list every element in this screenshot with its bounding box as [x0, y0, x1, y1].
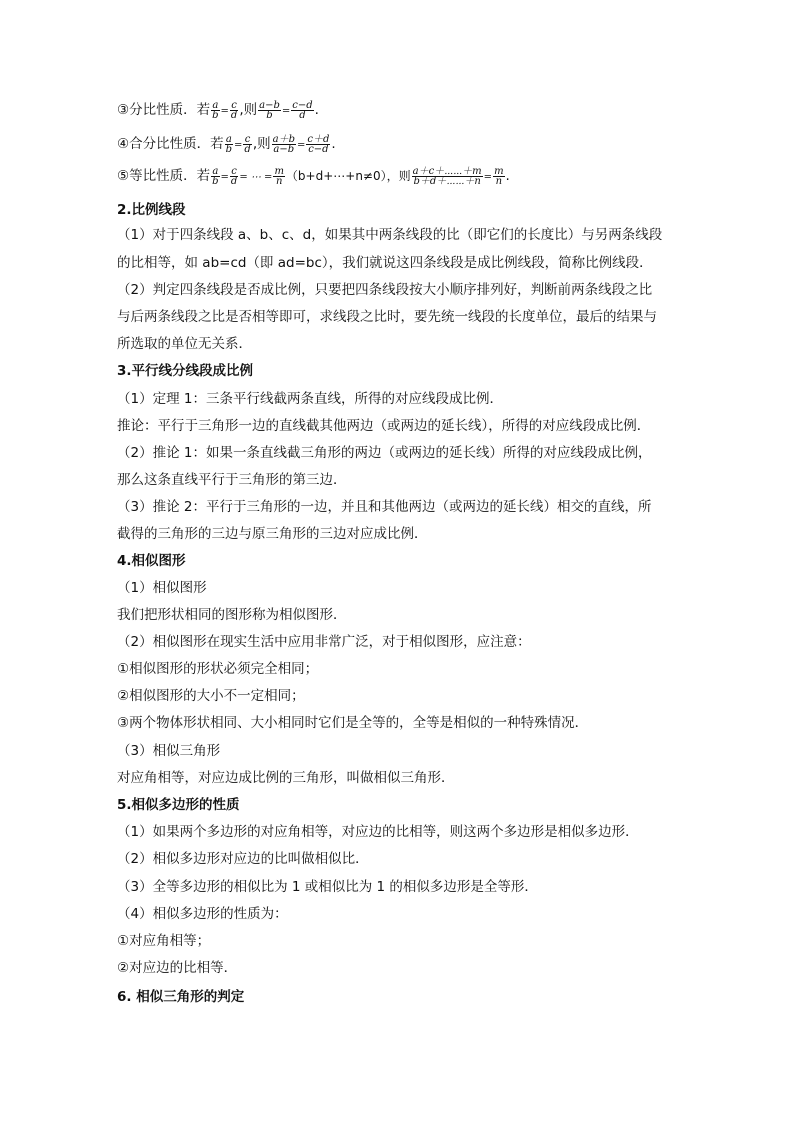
- paragraph-line: （1）对于四条线段 a、b、c、d，如果其中两条线段的比（即它们的长度比）与另两条线段: [117, 227, 663, 243]
- property-dengbi: ⑤等比性质．若 $\frac{a}{b}$ = $\frac{c}{d}$ = ⋯ = $\frac{m}{n}$ （b+d+⋯+n≠0），则 $\frac{a+c+\cdots\cdots+m}{b+d+\cdots\cdots+n}$ = $\frac{m}{n}$ .: [117, 165, 510, 187]
- section-heading: 6. 相似三角形的判定: [117, 989, 245, 1005]
- section-heading: 5.相似多边形的性质: [117, 797, 240, 813]
- fraction: $\frac{a+c+\cdots\cdots+m}{b+d+\cdots\cdots+n}$: [412, 165, 482, 187]
- paragraph-line: （2）相似图形在现实生活中应用非常广泛，对于相似图形，应注意：: [117, 634, 531, 650]
- paragraph-line: （3）全等多边形的相似比为 1 或相似比为 1 的相似多边形是全等形．: [117, 879, 538, 895]
- paragraph-line: ①对应角相等；: [117, 933, 211, 949]
- fraction: $\frac{a+b}{a-b}$: [272, 133, 295, 155]
- paragraph-line: 截得的三角形的三边与原三角形的三边对应成比例．: [117, 526, 428, 542]
- fraction: $\frac{a}{b}$: [212, 165, 219, 187]
- property-label: ④合分比性质．若: [117, 136, 224, 152]
- property-fenbi: ③分比性质．若 $\frac{a}{b}$ = $\frac{c}{d}$ ,则 $\frac{a-b}{b}$ = $\frac{c-d}{d}$ .: [117, 99, 319, 121]
- fraction: $\frac{c}{d}$: [244, 133, 251, 155]
- paragraph-line: 那么这条直线平行于三角形的第三边．: [117, 472, 347, 488]
- fraction: $\frac{c-d}{d}$: [292, 99, 313, 121]
- paragraph-line: ②相似图形的大小不一定相同；: [117, 688, 305, 704]
- paragraph-line: 推论：平行于三角形一边的直线截其他两边（或两边的延长线），所得的对应线段成比例．: [117, 418, 651, 434]
- paragraph-line: （1）如果两个多边形的对应角相等，对应边的比相等，则这两个多边形是相似多边形．: [117, 824, 639, 840]
- property-label: ⑤等比性质．若: [117, 168, 211, 184]
- paragraph-line: （2）相似多边形对应边的比叫做相似比．: [117, 851, 369, 867]
- section-heading: 3.平行线分线段成比例: [117, 363, 254, 379]
- paragraph-line: （3）推论 2：平行于三角形的一边，并且和其他两边（或两边的延长线）相交的直线，所: [117, 499, 652, 515]
- paragraph-line: ③两个物体形状相同、大小相同时它们是全等的，全等是相似的一种特殊情况．: [117, 715, 589, 731]
- paragraph-line: 的比相等，如 ab=cd（即 ad=bc），我们就说这四条线段是成比例线段，简称比例线段．: [117, 255, 653, 271]
- paragraph-line: （3）相似三角形: [117, 743, 221, 759]
- fraction: $\frac{m}{n}$: [274, 165, 284, 187]
- paragraph-line: 所选取的单位无关系．: [117, 336, 252, 352]
- paragraph-line: （2）推论 1：如果一条直线截三角形的两边（或两边的延长线）所得的对应线段成比例，: [117, 445, 652, 461]
- fraction: $\frac{c}{d}$: [230, 165, 238, 187]
- fraction: $\frac{m}{n}$: [494, 165, 504, 187]
- fraction: $\frac{a}{b}$: [212, 99, 219, 121]
- paragraph-line: （1）相似图形: [117, 580, 207, 596]
- paragraph-line: 与后两条线段之比是否相等即可，求线段之比时，要先统一线段的长度单位，最后的结果与: [117, 309, 657, 325]
- section-heading: 4.相似图形: [117, 553, 186, 569]
- fraction: $\frac{a}{b}$: [225, 133, 233, 155]
- paragraph-line: （2）判定四条线段是否成比例，只要把四条线段按大小顺序排列好，判断前两条线段之比: [117, 282, 653, 298]
- fraction: $\frac{c}{d}$: [230, 99, 238, 121]
- paragraph-line: （4）相似多边形的性质为：: [117, 906, 288, 922]
- paragraph-line: ②对应边的比相等．: [117, 960, 238, 976]
- paragraph-line: 我们把形状相同的图形称为相似图形．: [117, 607, 347, 623]
- property-hefenbi: ④合分比性质．若 $\frac{a}{b}$ = $\frac{c}{d}$ ,则 $\frac{a+b}{a-b}$ = $\frac{c+d}{c-d}$ .: [117, 133, 336, 155]
- fraction: $\frac{c+d}{c-d}$: [307, 133, 330, 155]
- section-heading: 2.比例线段: [117, 202, 186, 218]
- property-label: ③分比性质．若: [117, 102, 211, 118]
- paragraph-line: ①相似图形的形状必须完全相同；: [117, 661, 319, 677]
- paragraph-line: （1）定理 1：三条平行线截两条直线，所得的对应线段成比例．: [117, 391, 503, 407]
- fraction: $\frac{a-b}{b}$: [259, 99, 280, 121]
- paragraph-line: 对应角相等，对应边成比例的三角形，叫做相似三角形．: [117, 770, 455, 786]
